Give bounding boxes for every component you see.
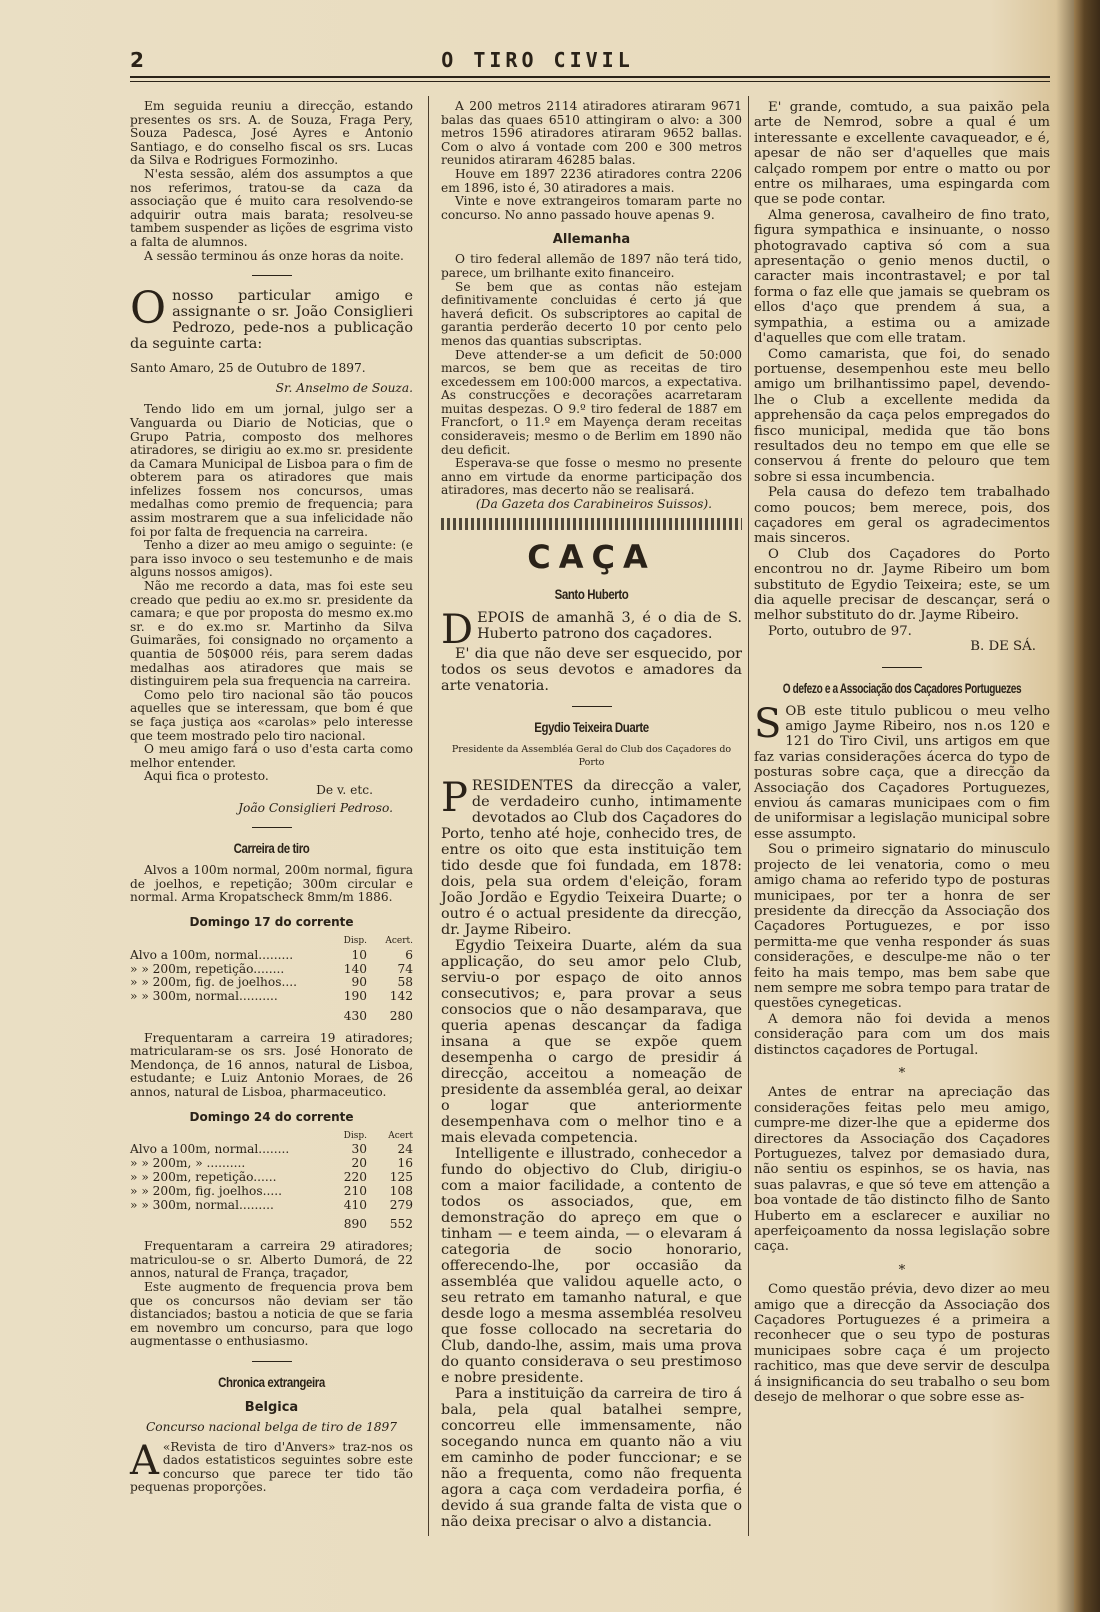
- paragraph: N'esta sessão, além dos assumptos a que nos referimos, tratou-se da caza da associação que é muito cara resolvendo-se adquirir outra mais barata; resolveu-se tambem suspender as lições de esgrima visto a falta de alumnos.: [130, 166, 413, 249]
- subsection-title: Belgica: [244, 1399, 299, 1415]
- letter-signature: João Consiglieri Pedroso.: [238, 800, 393, 815]
- paragraph: Se bem que as contas não estejam definitivamente concluidas é certo já que haverá deficit. Os subscriptores ao capital de garantia perderão decerto 10 por cento pelo menos das quantias subscriptas.: [441, 279, 742, 348]
- paragraph: Como camarista, que foi, do senado portuense, desempenhou este meu bello amigo um brilhantissimo papel, devendo-lhe o Club a excellente medida da apprehensão da caça pelos empregados do fisco municipal, medida que tão bons resultados deu no tempo em que elle se conservou á frente do pelouro que tem sobre si essa incumbencia.: [754, 346, 1050, 485]
- ornamental-border: [441, 518, 742, 530]
- paragraph: O meu amigo fará o uso d'esta carta como melhor entender.: [130, 742, 413, 770]
- results-table-24: [130, 1130, 413, 1233]
- subsection-title: Allemanha: [552, 232, 631, 248]
- column-divider-2: [748, 96, 749, 1536]
- paragraph: OB este titulo publicou o meu velho amigo Jayme Ribeiro, nos n.os 120 e 121 do Tiro Civil, uns artigos em que faz varias considerações ácerca do typo de posturas sobre caça, que a direcção da Associação dos Caçadores Portuguezes, enviou ás camaras municipaes com o fim de uniformisar a legislação municipal sobre esse assumpto.: [754, 703, 1050, 842]
- table-row: Alvo a 100m, normal........ 30 24: [130, 1142, 413, 1157]
- drop-cap: A: [130, 1437, 159, 1484]
- table-row: » » 200m, fig. de joelhos.... 90 58: [130, 975, 413, 990]
- letter-closing: De v. etc.: [316, 782, 373, 797]
- paragraph: Sou o primeiro signatario do minusculo projecto de lei venatoria, como o meu amigo chama ao referido typo de posturas municipaes, por ter a honra de ser presidente da direcção da Associação dos Caçadores Portuguezes, e por isso permitta-me que venha responder ás suas considerações, e desculpe-me não o ter feito ha mais tempo, mas bem sabe que nem sempre me sobra tempo para tratar de questões cynegeticas.: [754, 842, 1050, 1012]
- column-header: Disp.: [343, 935, 367, 946]
- paragraph: Antes de entrar na apreciação das considerações feitas pelo meu amigo, cumpre-me dizer-lhe que a epiderme dos directores da Associação dos Caçadores Portuguezes, talvez por demasiado dura, não sentiu os espinhos, se os havia, nas suas palavras, e que só teve em attenção a boa vontade de tão distincto filho de Santo Huberto em a esclarecer e auxiliar no aperfeiçoamento da nossa legislação sobre caça.: [754, 1085, 1050, 1255]
- paragraph: Frequentaram a carreira 29 atiradores; matriculou-se o sr. Alberto Dumorá, de 22 annos, natural de França, traçador,: [130, 1239, 413, 1281]
- section-subtitle: Presidente da Assembléa Geral do Club dos Caçadores do Porto: [451, 743, 732, 769]
- paragraph: Aqui fica o protesto.: [144, 769, 269, 784]
- column-header: Acert.: [385, 935, 413, 946]
- column-header: Acert: [388, 1130, 413, 1141]
- author-signature: B. DE SÁ.: [970, 639, 1036, 655]
- paragraph: Como questão prévia, devo dizer ao meu amigo que a direcção da Associação dos Caçadores Portuguezes é a primeira a reconhecer que o seu typo de posturas municipaes sobre caça é um projecto rachitico, mas que deve servir de desculpa á insignificancia do seu trabalho o seu bom desejo de melhorar o que sobre esse as-: [754, 1282, 1050, 1406]
- paragraph: Alvos a 100m normal, 200m normal, figura de joelhos, e repetição; 300m circular e normal. Arma Kropatscheck 8mm/m 1886.: [130, 863, 413, 905]
- table-row: » » 200m, repetição...... 220 125: [130, 1170, 413, 1185]
- paragraph: Pela causa do defezo tem trabalhado como poucos; bem merece, pois, dos caçadores em geral os agradecimentos mais sinceros.: [754, 485, 1050, 547]
- column-2: [441, 100, 742, 1530]
- section-title: Egydio Teixeira Duarte: [534, 718, 649, 735]
- table-row: » » 200m, fig. joelhos..... 210 108: [130, 1183, 413, 1198]
- paragraph: Esperava-se que fosse o mesmo no presente anno em virtude da enorme participação dos atiradores, mas decerto não se realisará.: [441, 456, 742, 498]
- table-row: » » 200m, repetição........ 140 74: [130, 961, 413, 976]
- section-rule: [252, 827, 292, 828]
- letter-intro: nosso particular amigo e assignante o sr. João Consiglieri Pedrozo, pede-nos a publicação da seguinte carta:: [130, 288, 413, 353]
- paragraph: Frequentaram a carreira 19 atiradores; matricularam-se os srs. José Honorato de Mendonça, de 16 annos, natural de Lisboa, estudante; e Luiz Antonio Moraes, de 26 annos, natural de Lisboa, pharmaceutico.: [130, 1030, 413, 1100]
- paragraph: Vinte e nove extrangeiros tomaram parte no concurso. No anno passado houve apenas 9.: [441, 194, 742, 222]
- section-rule: [252, 275, 292, 276]
- paragraph: Como pelo tiro nacional são tão poucos aquelles que se interessam, que bom é que se faça justiça aos «carolas» pelo interesse que teem mostrado pelo tiro nacional.: [130, 687, 413, 743]
- paragraph: «Revista de tiro d'Anvers» traz-nos os dados estatisticos seguintes sobre este concurso que parece ter tido tão pequenas proporções.: [130, 1439, 413, 1495]
- section-title: Chronica extrangeira: [218, 1373, 325, 1390]
- drop-cap: D: [441, 606, 474, 653]
- paragraph: E' grande, comtudo, a sua paixão pela arte de Nemrod, sobre a qual é um interessante e excellente cavaqueador, e é, apesar de não ser d'aquelles que mais calçado rompem por entre o matto ou por entre os milharaes, uma espingarda com que se pode contar.: [754, 100, 1050, 208]
- header-rule: [130, 76, 1050, 78]
- subsection-subtitle: Concurso nacional belga de tiro de 1897: [145, 1419, 398, 1434]
- paragraph: Intelligente e illustrado, conhecedor a fundo do objectivo do Club, dirigiu-o com a maior facilidade, a contento de todos os associados, que, em demonstração do apreço em que o tinham — e teem ainda, — o elevaram á categoria de socio honorario, offerecendo-lhe, por occasião da assembléa que validou aquelle acto, o seu retrato em tamanho natural, e que desde logo a mesma assembléa resolveu que fosse collocado na secretaria do Club, dando-lhe, assim, mais uma prova do quanto considerava o seu prestimoso e nobre presidente.: [441, 1145, 742, 1386]
- paragraph: O Club dos Caçadores do Porto encontrou no dr. Jayme Ribeiro um bom substituto de Egydio Teixeira; este, se um dia aquelle precisar de descançar, será o melhor substituto do dr. Jayme Ribeiro.: [754, 546, 1050, 624]
- paragraph: Este augmento de frequencia prova bem que os concursos não deviam ser tão distanciados; bastou a noticia de que se faria em novembro um concurso, para que logo augmentasse o enthusiasmo.: [130, 1280, 413, 1349]
- column-divider-1: [428, 96, 429, 1536]
- section-title: Carreira de tiro: [233, 840, 310, 857]
- paragraph: Para a instituição da carreira de tiro á bala, pela qual batalhei sempre, concorreu elle immensamente, não socegando nunca em quanto não a viu em caminho de poder funccionar; e se não a frequenta, como não frequenta agora a caça com verdadeira porfia, é devido á sua grande falta de vista que o não deixa precisar o alvo a distancia.: [441, 1385, 742, 1530]
- paragraph: A demora não foi devida a menos consideração para com um dos mais distinctos caçadores de Portugal.: [754, 1011, 1050, 1058]
- table-row: Alvo a 100m, normal......... 10 6: [130, 947, 413, 962]
- drop-cap: O: [130, 283, 167, 335]
- paragraph: Deve attender-se a um deficit de 50:000 marcos, se bem que as receitas de tiro excedessem em 100:000 marcos, a expectativa. As construcções e decorações acarretaram muitas despezas. O 9.º tiro federal de 1887 em Francfort, o 11.º em Mayença deram receitas consideraveis; mesmo o de Berlim em 1890 não deu deficit.: [441, 347, 742, 457]
- paragraph: O tiro federal allemão de 1897 não terá tido, parece, um brilhante exito financeiro.: [441, 252, 742, 280]
- paragraph: Em seguida reuniu a direcção, estando presentes os srs. A. de Souza, Fraga Pery, Souza Padesca, José Ayres e Antonio Santiago, e do conselho fiscal os srs. Lucas da Silva e Rodrigues Formozinho.: [130, 99, 413, 168]
- section-rule: [882, 667, 922, 668]
- paragraph: E' dia que não deve ser esquecido, por todos os seus devotos e amadores da arte venatoria.: [441, 645, 742, 694]
- header-rule-thin: [130, 81, 1050, 82]
- table-total-row: 890 552: [343, 1217, 413, 1232]
- table-row: » » 300m, normal......... 410 279: [130, 1197, 413, 1212]
- section-star: *: [898, 1262, 906, 1278]
- column-1: [130, 100, 413, 1495]
- section-rule: [252, 1361, 292, 1362]
- paragraph: RESIDENTES da direcção a valer, de verdadeiro cunho, intimamente devotados ao Club dos Caçadores do Porto, tenho até hoje, conhecido tres, de entre os oito que esta instituição tem tido desde que foi fundada, em 1878: dois, pela sua ordem d'eleição, foram João Jordão e Egydio Teixeira Duarte; o outro é o actual presidente da direcção, dr. Jayme Ribeiro.: [441, 777, 742, 938]
- place-date: Porto, outubro de 97.: [768, 623, 912, 639]
- paragraph: A 200 metros 2114 atiradores atiraram 9671 balas das quaes 6510 attingiram o alvo: a 300 metros 1596 atiradores atiraram 9652 ballas. Com o alvo á vontade com 200 e 300 metros reunidos atiraram 46285 balas.: [441, 99, 742, 168]
- letter-salutation: Sr. Anselmo de Souza.: [275, 380, 413, 395]
- source-citation: (Da Gazeta dos Carabineiros Suissos).: [475, 497, 712, 512]
- table-total-row: 430 280: [343, 1008, 413, 1023]
- table-row: » » 300m, normal.......... 190 142: [130, 989, 413, 1004]
- drop-cap: P: [441, 774, 468, 821]
- letter-place-date: Santo Amaro, 25 de Outubro de 1897.: [130, 361, 366, 376]
- page-edge-shadow: [1074, 0, 1100, 1612]
- table-row: » » 200m, » .......... 20 16: [130, 1156, 413, 1171]
- page-number: 2: [130, 48, 144, 72]
- paragraph: Tenho a dizer ao meu amigo o seguinte: (e para isso invoco o seu testemunho e de mais alguns nossos amigos).: [130, 538, 413, 580]
- drop-cap: S: [754, 700, 782, 747]
- column-3: [754, 100, 1050, 1406]
- section-heading: CAÇA: [527, 537, 656, 576]
- newspaper-title: O TIRO CIVIL: [441, 48, 634, 72]
- section-rule: [572, 706, 612, 707]
- paragraph: Houve em 1897 2236 atiradores contra 2206 em 1896, isto é, 30 atiradores a mais.: [441, 166, 742, 195]
- section-title: O defezo e a Associação dos Caçadores Portuguezes: [782, 679, 1022, 696]
- section-star: *: [898, 1065, 906, 1081]
- paragraph: Tendo lido em um jornal, julgo ser a Vanguarda ou Diario de Noticias, que o Grupo Patria, composto dos melhores atiradores, se dirigiu ao ex.mo sr. presidente da Camara Municipal de Lisboa para o fim de obterem para os atiradores que mais infelizes fossem nos concursos, umas medalhas como premio de frequencia; para assim mostrarem que a sua infelicidade não foi por falta de frequencia na carreira.: [130, 402, 413, 539]
- subsection-title: Domingo 17 do corrente: [189, 914, 354, 929]
- paragraph: Não me recordo a data, mas foi este seu creado que pediu ao ex.mo sr. presidente da camara; e que por proposta do mesmo ex.mo sr. e do ex.mo sr. Martinho da Silva Guimarães, foi consignado no orçamento a quantia de 50$000 réis, para serem dadas medalhas aos atiradores que mais se distinguirem pela sua frequencia na carreira.: [130, 579, 413, 689]
- results-table-17: [130, 935, 413, 1024]
- section-title: Santo Huberto: [554, 585, 629, 602]
- column-header: Disp.: [343, 1130, 367, 1141]
- paragraph: Egydio Teixeira Duarte, além da sua applicação, do seu amor pelo Club, serviu-o por espaço de oito annos consecutivos; e, para provar a seus consocios que o não desamparava, que queria apenas descançar da fadiga insana a que se expõe quem desempenha o cargo de presidir á direcção, acceitou a nomeação de presidente da assembléa geral, ao deixar o logar que anteriormente desempenhava com o melhor tino e a mais elevada competencia.: [441, 937, 742, 1146]
- paragraph: EPOIS de amanhã 3, é o dia de S. Huberto patrono dos caçadores.: [477, 609, 742, 642]
- subsection-title: Domingo 24 do corrente: [189, 1109, 354, 1124]
- paragraph: Alma generosa, cavalheiro de fino trato, figura sympathica e insinuante, o nosso photogravado captiva só com a sua apresentação o genio menos ductil, o caracter mais incontrastavel; e por tal forma o faz elle que jamais se quebram os ellos d'aço que prendem á sua, a sympathia, a estima ou a amizade d'aquelles que com elle tratam.: [754, 207, 1050, 347]
- paragraph: A sessão terminou ás onze horas da noite.: [144, 248, 404, 263]
